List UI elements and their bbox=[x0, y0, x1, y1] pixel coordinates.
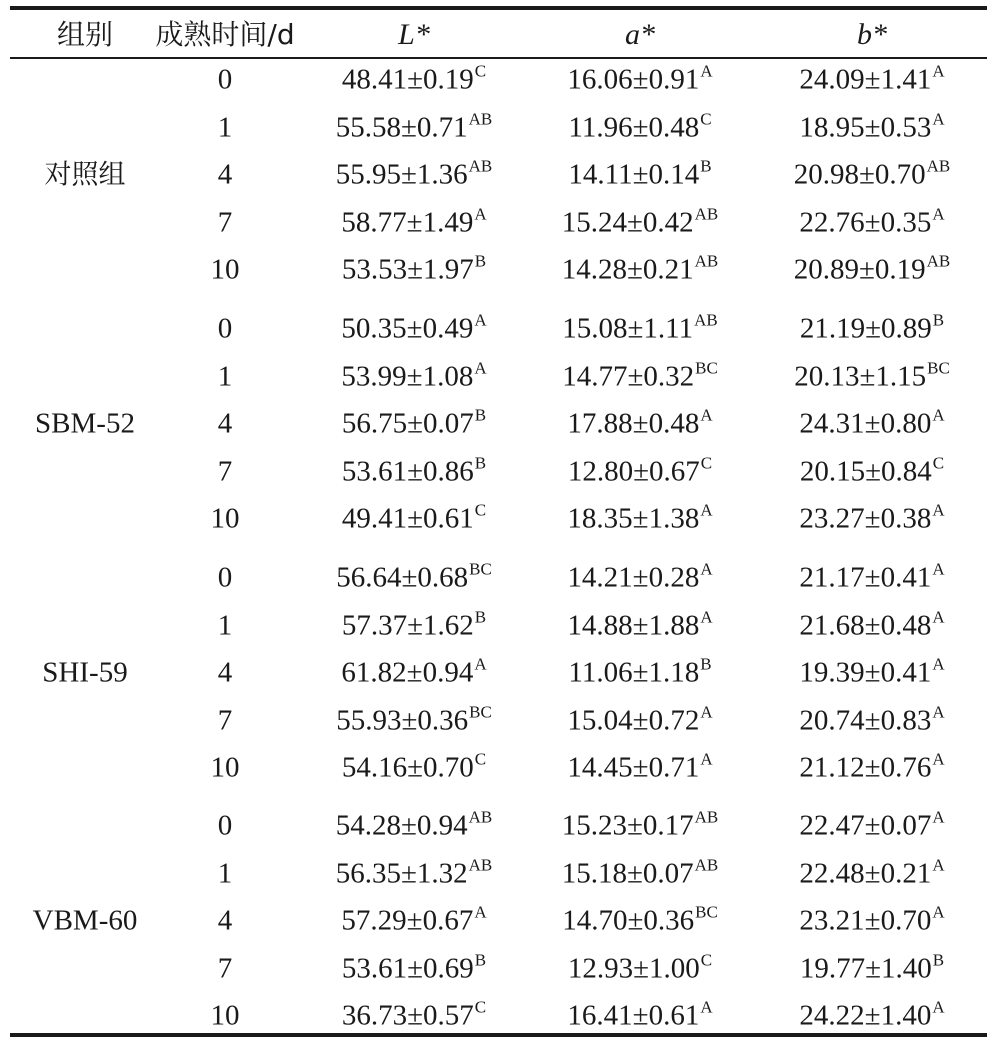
header-l-star: L* bbox=[398, 18, 430, 51]
value-cell-a bbox=[567, 997, 713, 1032]
mean-sd-value: 15.08±1.11 bbox=[562, 312, 694, 345]
significance-letter: A bbox=[932, 607, 945, 626]
value-cell-b bbox=[799, 807, 945, 842]
mean-sd-value: 20.13±1.15 bbox=[794, 360, 927, 392]
value-cell-l bbox=[341, 61, 487, 96]
value-cell-l bbox=[335, 855, 493, 889]
significance-letter: AB bbox=[468, 855, 493, 874]
significance-letter: B bbox=[700, 654, 712, 674]
significance-letter: C bbox=[700, 950, 713, 969]
table-bottom-rule bbox=[10, 1033, 987, 1037]
value-cell-a bbox=[567, 559, 713, 594]
significance-letter: C bbox=[932, 453, 945, 472]
value-cell-b bbox=[799, 997, 945, 1032]
significance-letter: A bbox=[932, 559, 945, 579]
value-cell-b bbox=[799, 405, 945, 440]
value-cell-l bbox=[341, 310, 487, 345]
significance-letter: B bbox=[474, 607, 487, 626]
mean-sd-value: 12.80±0.67 bbox=[567, 455, 700, 487]
value-cell-l bbox=[341, 453, 487, 487]
group-label: SHI-59 bbox=[42, 656, 128, 689]
mean-sd-value: 48.41±0.19 bbox=[341, 63, 474, 96]
significance-letter: B bbox=[474, 405, 487, 425]
significance-letter: A bbox=[700, 749, 713, 769]
significance-letter: B bbox=[700, 156, 712, 176]
value-cell-b bbox=[799, 453, 945, 487]
value-cell-b bbox=[799, 310, 945, 345]
mean-sd-value: 17.88±0.48 bbox=[567, 407, 700, 440]
value-cell-b bbox=[799, 559, 945, 594]
header-a-star: a* bbox=[625, 18, 655, 51]
mean-sd-value: 14.77±0.32 bbox=[562, 360, 695, 392]
mean-sd-value: 21.68±0.48 bbox=[799, 609, 932, 641]
significance-letter: BC bbox=[469, 702, 492, 721]
mean-sd-value: 20.15±0.84 bbox=[799, 455, 932, 487]
significance-letter: BC bbox=[927, 358, 950, 377]
time-cell: 0 bbox=[217, 63, 233, 96]
significance-letter: C bbox=[474, 997, 487, 1017]
mean-sd-value: 19.39±0.41 bbox=[799, 656, 932, 689]
value-cell-a bbox=[567, 500, 713, 535]
time-cell: 7 bbox=[217, 206, 233, 238]
time-cell: 10 bbox=[210, 751, 240, 784]
value-cell-l bbox=[341, 950, 487, 984]
table-header-rule bbox=[10, 57, 987, 59]
value-cell-b bbox=[794, 358, 950, 392]
time-cell: 4 bbox=[217, 904, 233, 937]
mean-sd-value: 55.93±0.36 bbox=[336, 704, 469, 736]
mean-sd-value: 56.35±1.32 bbox=[335, 857, 468, 889]
value-cell-l bbox=[341, 405, 487, 440]
mean-sd-value: 12.93±1.00 bbox=[567, 952, 700, 984]
mean-sd-value: 58.77±1.49 bbox=[341, 206, 474, 238]
significance-letter: A bbox=[932, 997, 945, 1017]
significance-letter: B bbox=[474, 251, 487, 271]
value-cell-b bbox=[799, 950, 945, 984]
significance-letter: AB bbox=[468, 156, 493, 176]
significance-letter: A bbox=[474, 902, 487, 922]
value-cell-l bbox=[341, 997, 487, 1032]
mean-sd-value: 21.17±0.41 bbox=[799, 561, 932, 594]
mean-sd-value: 14.70±0.36 bbox=[562, 904, 695, 937]
time-cell: 7 bbox=[217, 704, 233, 736]
mean-sd-value: 22.47±0.07 bbox=[799, 809, 932, 842]
time-cell: 0 bbox=[217, 809, 233, 842]
significance-letter: A bbox=[932, 749, 945, 769]
mean-sd-value: 11.96±0.48 bbox=[568, 111, 700, 143]
significance-letter: AB bbox=[694, 204, 719, 223]
mean-sd-value: 20.89±0.19 bbox=[793, 253, 926, 286]
significance-letter: A bbox=[932, 500, 945, 520]
value-cell-a bbox=[567, 950, 713, 984]
value-cell-a bbox=[567, 405, 713, 440]
mean-sd-value: 16.41±0.61 bbox=[567, 999, 700, 1032]
mean-sd-value: 22.76±0.35 bbox=[799, 206, 932, 238]
significance-letter: A bbox=[700, 607, 713, 626]
mean-sd-value: 53.61±0.86 bbox=[341, 455, 474, 487]
significance-letter: AB bbox=[926, 156, 951, 176]
value-cell-b bbox=[799, 607, 945, 641]
mean-sd-value: 55.58±0.71 bbox=[335, 111, 468, 143]
mean-sd-value: 14.21±0.28 bbox=[567, 561, 700, 594]
mean-sd-value: 15.18±0.07 bbox=[561, 857, 694, 889]
mean-sd-value: 56.64±0.68 bbox=[336, 561, 469, 594]
mean-sd-value: 20.74±0.83 bbox=[799, 704, 932, 736]
significance-letter: AB bbox=[694, 310, 718, 330]
significance-letter: A bbox=[932, 702, 945, 721]
mean-sd-value: 54.16±0.70 bbox=[341, 751, 474, 784]
mean-sd-value: 57.29±0.67 bbox=[341, 904, 474, 937]
value-cell-a bbox=[562, 902, 718, 937]
time-cell: 10 bbox=[210, 502, 240, 535]
mean-sd-value: 14.45±0.71 bbox=[567, 751, 700, 784]
table-header-row bbox=[0, 10, 997, 57]
mean-sd-value: 15.23±0.17 bbox=[561, 809, 694, 842]
value-cell-a bbox=[568, 156, 712, 191]
mean-sd-value: 20.98±0.70 bbox=[793, 158, 926, 191]
significance-letter: A bbox=[700, 702, 713, 721]
value-cell-b bbox=[799, 654, 945, 689]
mean-sd-value: 23.21±0.70 bbox=[799, 904, 932, 937]
mean-sd-value: 14.88±1.88 bbox=[567, 609, 700, 641]
significance-letter: A bbox=[932, 902, 945, 922]
significance-letter: C bbox=[474, 61, 487, 81]
significance-letter: BC bbox=[469, 559, 492, 579]
significance-letter: C bbox=[700, 109, 712, 128]
value-cell-l bbox=[341, 251, 487, 286]
time-cell: 4 bbox=[217, 656, 233, 689]
time-cell: 0 bbox=[217, 561, 233, 594]
significance-letter: A bbox=[700, 405, 713, 425]
mean-sd-value: 15.04±0.72 bbox=[567, 704, 700, 736]
value-cell-l bbox=[336, 702, 492, 736]
significance-letter: B bbox=[474, 950, 487, 969]
mean-sd-value: 24.09±1.41 bbox=[799, 63, 932, 96]
mean-sd-value: 24.22±1.40 bbox=[799, 999, 932, 1032]
mean-sd-value: 49.41±0.61 bbox=[341, 502, 474, 535]
significance-letter: A bbox=[932, 654, 945, 674]
time-cell: 1 bbox=[217, 360, 233, 392]
significance-letter: AB bbox=[926, 251, 951, 271]
value-cell-l bbox=[341, 654, 487, 689]
time-cell: 10 bbox=[210, 999, 240, 1032]
significance-letter: AB bbox=[468, 109, 493, 128]
value-cell-l bbox=[341, 607, 487, 641]
header-b-star: b* bbox=[857, 18, 887, 51]
mean-sd-value: 14.11±0.14 bbox=[568, 158, 700, 191]
header-group: 组别 bbox=[56, 18, 114, 51]
value-cell-b bbox=[799, 61, 945, 96]
significance-letter: C bbox=[474, 749, 487, 769]
value-cell-l bbox=[341, 749, 487, 784]
value-cell-l bbox=[341, 500, 487, 535]
significance-letter: AB bbox=[694, 807, 719, 827]
mean-sd-value: 18.95±0.53 bbox=[799, 111, 932, 143]
significance-letter: A bbox=[474, 654, 487, 674]
time-cell: 1 bbox=[217, 857, 233, 889]
time-cell: 10 bbox=[210, 253, 240, 286]
mean-sd-value: 21.19±0.89 bbox=[799, 312, 932, 345]
value-cell-b bbox=[793, 251, 951, 286]
value-cell-a bbox=[568, 109, 712, 143]
value-cell-a bbox=[567, 61, 713, 96]
mean-sd-value: 15.24±0.42 bbox=[561, 206, 694, 238]
value-cell-a bbox=[561, 807, 719, 842]
value-cell-b bbox=[799, 500, 945, 535]
significance-letter: B bbox=[932, 310, 945, 330]
value-cell-b bbox=[799, 749, 945, 784]
value-cell-a bbox=[561, 204, 719, 238]
value-cell-a bbox=[567, 749, 713, 784]
significance-letter: A bbox=[932, 109, 945, 128]
value-cell-a bbox=[562, 310, 718, 345]
significance-letter: A bbox=[474, 310, 487, 330]
significance-letter: A bbox=[932, 807, 945, 827]
value-cell-a bbox=[567, 702, 713, 736]
header-ripening-time: 成熟时间/d bbox=[155, 18, 295, 51]
group-label: 对照组 bbox=[44, 159, 126, 191]
value-cell-b bbox=[799, 109, 945, 143]
mean-sd-value: 16.06±0.91 bbox=[567, 63, 700, 96]
significance-letter: A bbox=[932, 61, 945, 81]
mean-sd-value: 36.73±0.57 bbox=[341, 999, 474, 1032]
mean-sd-value: 18.35±1.38 bbox=[567, 502, 700, 535]
time-cell: 7 bbox=[217, 455, 233, 487]
value-cell-a bbox=[562, 358, 718, 392]
value-cell-l bbox=[335, 156, 493, 191]
value-cell-b bbox=[799, 855, 945, 889]
mean-sd-value: 53.99±1.08 bbox=[341, 360, 474, 392]
mean-sd-value: 56.75±0.07 bbox=[341, 407, 474, 440]
value-cell-a bbox=[567, 453, 713, 487]
significance-letter: AB bbox=[468, 807, 493, 827]
time-cell: 1 bbox=[217, 609, 233, 641]
significance-letter: B bbox=[932, 950, 945, 969]
mean-sd-value: 53.53±1.97 bbox=[341, 253, 474, 286]
significance-letter: A bbox=[700, 559, 713, 579]
mean-sd-value: 23.27±0.38 bbox=[799, 502, 932, 535]
mean-sd-value: 55.95±1.36 bbox=[335, 158, 468, 191]
time-cell: 1 bbox=[217, 111, 233, 143]
mean-sd-value: 22.48±0.21 bbox=[799, 857, 932, 889]
significance-letter: BC bbox=[695, 902, 718, 922]
group-label: SBM-52 bbox=[35, 407, 135, 440]
time-cell: 4 bbox=[217, 158, 233, 191]
mean-sd-value: 11.06±1.18 bbox=[568, 656, 700, 689]
value-cell-a bbox=[567, 607, 713, 641]
mean-sd-value: 54.28±0.94 bbox=[335, 809, 468, 842]
significance-letter: B bbox=[474, 453, 487, 472]
value-cell-b bbox=[799, 204, 945, 238]
significance-letter: A bbox=[932, 855, 945, 874]
time-cell: 7 bbox=[217, 952, 233, 984]
mean-sd-value: 24.31±0.80 bbox=[799, 407, 932, 440]
mean-sd-value: 53.61±0.69 bbox=[341, 952, 474, 984]
group-label: VBM-60 bbox=[32, 904, 138, 937]
significance-letter: A bbox=[932, 405, 945, 425]
significance-letter: AB bbox=[694, 251, 719, 271]
value-cell-a bbox=[561, 251, 719, 286]
significance-letter: A bbox=[700, 997, 713, 1017]
mean-sd-value: 14.28±0.21 bbox=[561, 253, 694, 286]
significance-letter: A bbox=[474, 204, 487, 223]
value-cell-a bbox=[568, 654, 712, 689]
significance-letter: A bbox=[474, 358, 487, 377]
mean-sd-value: 21.12±0.76 bbox=[799, 751, 932, 784]
value-cell-b bbox=[799, 702, 945, 736]
value-cell-l bbox=[341, 902, 487, 937]
significance-letter: AB bbox=[694, 855, 719, 874]
value-cell-l bbox=[335, 109, 493, 143]
value-cell-l bbox=[335, 807, 493, 842]
time-cell: 0 bbox=[217, 312, 233, 345]
significance-letter: C bbox=[474, 500, 487, 520]
significance-letter: C bbox=[700, 453, 713, 472]
significance-letter: BC bbox=[695, 358, 718, 377]
value-cell-a bbox=[561, 855, 719, 889]
significance-letter: A bbox=[932, 204, 945, 223]
mean-sd-value: 19.77±1.40 bbox=[799, 952, 932, 984]
mean-sd-value: 61.82±0.94 bbox=[341, 656, 474, 689]
time-cell: 4 bbox=[217, 407, 233, 440]
significance-letter: A bbox=[700, 500, 713, 520]
mean-sd-value: 57.37±1.62 bbox=[341, 609, 474, 641]
significance-letter: A bbox=[700, 61, 713, 81]
value-cell-l bbox=[336, 559, 492, 594]
value-cell-l bbox=[341, 358, 487, 392]
value-cell-b bbox=[799, 902, 945, 937]
value-cell-b bbox=[793, 156, 951, 191]
value-cell-l bbox=[341, 204, 487, 238]
mean-sd-value: 50.35±0.49 bbox=[341, 312, 474, 345]
